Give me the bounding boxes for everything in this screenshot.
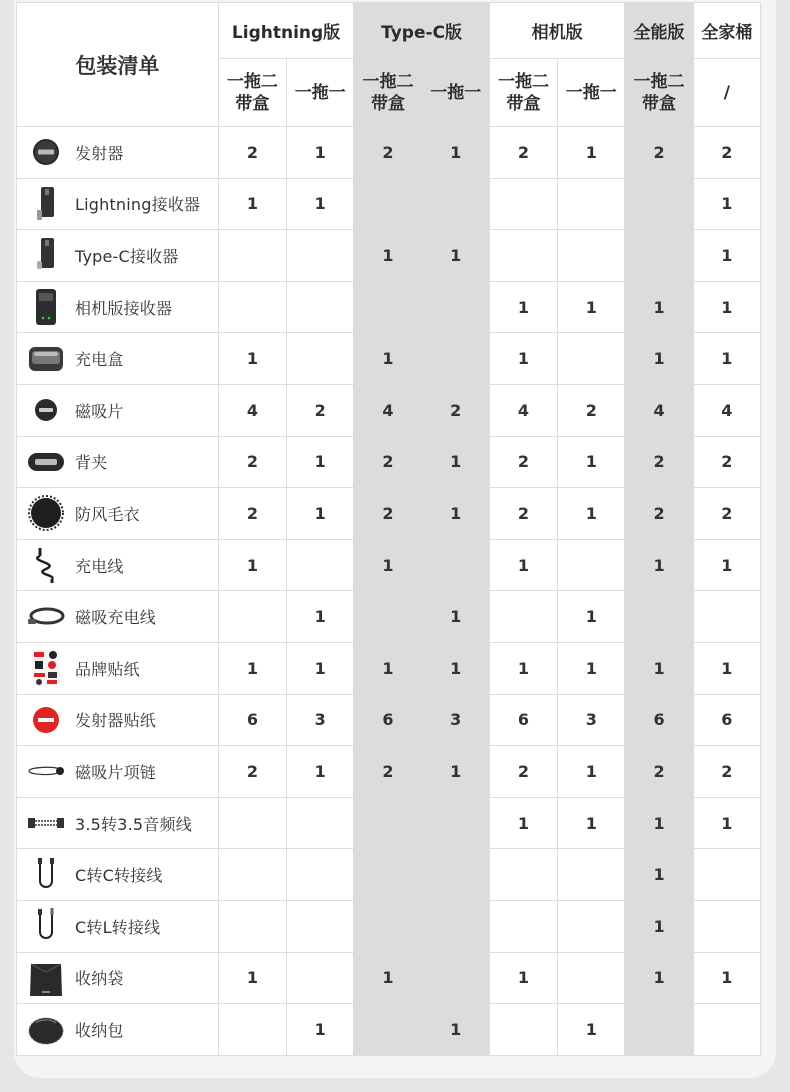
item-wrap — [17, 490, 218, 536]
charging-cable-icon — [17, 542, 75, 588]
quantity-cell: 1 — [625, 642, 693, 694]
quantity-cell: 1 — [354, 333, 422, 385]
quantity-cell: 1 — [693, 797, 760, 849]
quantity-cell: 1 — [422, 488, 489, 540]
storage-bag-icon — [17, 955, 75, 1001]
c-to-c-cable-icon — [17, 852, 75, 898]
quantity-cell: 1 — [354, 230, 422, 282]
quantity-cell — [558, 539, 625, 591]
quantity-cell — [422, 952, 489, 1004]
lightning-receiver-icon — [17, 181, 75, 227]
quantity-cell — [489, 178, 557, 230]
sub-header — [354, 59, 422, 127]
quantity-cell — [693, 849, 760, 901]
sub-header-line1: 一拖一 — [565, 82, 617, 103]
quantity-cell — [625, 230, 693, 282]
item-wrap — [17, 336, 218, 382]
quantity-cell: 1 — [218, 333, 286, 385]
quantity-cell: 2 — [558, 384, 625, 436]
item-name: 磁吸充电线 — [75, 608, 157, 628]
table-row — [17, 1004, 761, 1056]
quantity-cell: 4 — [693, 384, 760, 436]
quantity-cell — [489, 591, 557, 643]
item-name: 充电线 — [75, 556, 124, 576]
magnet-plate-icon — [17, 387, 75, 433]
quantity-cell — [218, 797, 286, 849]
sub-header-line1: 一拖二 — [362, 71, 414, 92]
quantity-cell — [693, 900, 760, 952]
transmitter-icon — [17, 129, 75, 175]
table-row — [17, 436, 761, 488]
item-wrap — [17, 748, 218, 794]
camera-receiver-icon — [17, 284, 75, 330]
item-name: 发射器贴纸 — [75, 711, 157, 731]
group-header: 全家桶 — [693, 3, 760, 59]
item-name: C转L转接线 — [75, 917, 161, 937]
quantity-cell: 2 — [354, 127, 422, 179]
quantity-cell: 2 — [218, 127, 286, 179]
quantity-cell: 2 — [354, 488, 422, 540]
packing-list-table — [16, 2, 761, 1056]
windscreen-icon — [17, 490, 75, 536]
item-cell — [17, 178, 219, 230]
quantity-cell: 1 — [422, 1004, 489, 1056]
item-cell — [17, 797, 219, 849]
quantity-cell: 2 — [218, 488, 286, 540]
item-wrap — [17, 181, 218, 227]
quantity-cell: 3 — [422, 694, 489, 746]
quantity-cell: 4 — [354, 384, 422, 436]
sub-header-line1: / — [723, 82, 730, 103]
quantity-cell: 1 — [287, 591, 354, 643]
item-cell — [17, 333, 219, 385]
sub-header-line1: 一拖二 — [226, 71, 278, 92]
table-row — [17, 178, 761, 230]
quantity-cell — [558, 900, 625, 952]
necklace-icon — [17, 748, 75, 794]
sub-header-line1: 一拖二 — [633, 71, 685, 92]
quantity-cell — [287, 849, 354, 901]
quantity-cell: 6 — [625, 694, 693, 746]
quantity-cell — [625, 178, 693, 230]
sub-header — [287, 59, 354, 127]
quantity-cell: 1 — [625, 539, 693, 591]
quantity-cell — [287, 900, 354, 952]
quantity-cell: 1 — [693, 333, 760, 385]
quantity-cell: 1 — [693, 230, 760, 282]
audio-cable-icon — [17, 800, 75, 846]
quantity-cell: 1 — [287, 488, 354, 540]
quantity-cell: 1 — [693, 642, 760, 694]
quantity-cell — [287, 333, 354, 385]
quantity-cell: 1 — [625, 900, 693, 952]
item-wrap — [17, 439, 218, 485]
transmitter-sticker-icon — [17, 697, 75, 743]
sub-header-line1: 一拖二 — [498, 71, 549, 92]
item-cell — [17, 230, 219, 282]
quantity-cell: 4 — [489, 384, 557, 436]
item-cell — [17, 952, 219, 1004]
item-wrap — [17, 800, 218, 846]
quantity-cell: 6 — [354, 694, 422, 746]
quantity-cell: 2 — [354, 436, 422, 488]
quantity-cell — [218, 591, 286, 643]
quantity-cell — [218, 900, 286, 952]
charging-case-icon — [17, 336, 75, 382]
table-title: 包装清单 — [17, 3, 219, 127]
table-row — [17, 952, 761, 1004]
sub-header — [422, 59, 489, 127]
item-name: 收纳包 — [75, 1020, 124, 1040]
item-name: 发射器 — [75, 143, 124, 163]
quantity-cell — [558, 178, 625, 230]
quantity-cell: 1 — [558, 436, 625, 488]
item-cell — [17, 488, 219, 540]
item-name: 收纳袋 — [75, 969, 124, 989]
item-wrap — [17, 697, 218, 743]
item-cell — [17, 436, 219, 488]
quantity-cell — [287, 952, 354, 1004]
quantity-cell: 1 — [422, 591, 489, 643]
quantity-cell: 2 — [489, 127, 557, 179]
quantity-cell — [354, 900, 422, 952]
table-row — [17, 384, 761, 436]
quantity-cell: 2 — [218, 746, 286, 798]
c-to-l-cable-icon — [17, 903, 75, 949]
item-name: 3.5转3.5音频线 — [75, 814, 192, 834]
quantity-cell: 1 — [287, 436, 354, 488]
quantity-cell — [558, 333, 625, 385]
item-wrap — [17, 129, 218, 175]
item-name: Type-C接收器 — [75, 246, 179, 266]
item-cell — [17, 384, 219, 436]
quantity-cell — [693, 1004, 760, 1056]
group-header: 相机版 — [489, 3, 625, 59]
quantity-cell — [354, 797, 422, 849]
quantity-cell: 1 — [287, 1004, 354, 1056]
quantity-cell: 1 — [218, 539, 286, 591]
quantity-cell — [218, 1004, 286, 1056]
sub-header-line2: 带盒 — [642, 93, 677, 114]
quantity-cell: 1 — [558, 488, 625, 540]
sub-header-line1: 一拖一 — [430, 82, 482, 103]
quantity-cell — [422, 900, 489, 952]
quantity-cell — [218, 281, 286, 333]
quantity-cell: 1 — [489, 333, 557, 385]
quantity-cell: 1 — [218, 178, 286, 230]
group-header: 全能版 — [625, 3, 693, 59]
quantity-cell: 1 — [422, 746, 489, 798]
quantity-cell: 6 — [693, 694, 760, 746]
quantity-cell — [489, 230, 557, 282]
quantity-cell: 1 — [558, 281, 625, 333]
table-row — [17, 488, 761, 540]
quantity-cell — [489, 900, 557, 952]
quantity-cell: 1 — [558, 591, 625, 643]
quantity-cell — [287, 539, 354, 591]
quantity-cell: 1 — [218, 642, 286, 694]
item-cell — [17, 900, 219, 952]
item-wrap — [17, 387, 218, 433]
item-cell — [17, 694, 219, 746]
quantity-cell: 1 — [693, 178, 760, 230]
item-name: Lightning接收器 — [75, 195, 201, 215]
sub-header-line2: 带盒 — [370, 93, 405, 114]
quantity-cell: 1 — [558, 127, 625, 179]
item-cell — [17, 281, 219, 333]
sub-header-line1: 一拖一 — [294, 82, 346, 103]
quantity-cell — [422, 539, 489, 591]
quantity-cell: 1 — [489, 281, 557, 333]
quantity-cell: 2 — [489, 746, 557, 798]
sub-header-line2: 带盒 — [235, 93, 270, 114]
quantity-cell: 2 — [693, 488, 760, 540]
item-cell — [17, 746, 219, 798]
quantity-cell: 1 — [558, 1004, 625, 1056]
table-row — [17, 333, 761, 385]
quantity-cell — [489, 849, 557, 901]
quantity-cell: 2 — [489, 436, 557, 488]
quantity-cell — [422, 849, 489, 901]
quantity-cell: 1 — [625, 333, 693, 385]
quantity-cell: 1 — [489, 797, 557, 849]
brand-sticker-icon — [17, 645, 75, 691]
quantity-cell — [625, 1004, 693, 1056]
quantity-cell: 2 — [693, 746, 760, 798]
quantity-cell: 1 — [558, 746, 625, 798]
quantity-cell: 1 — [287, 178, 354, 230]
item-wrap — [17, 542, 218, 588]
quantity-cell: 1 — [489, 642, 557, 694]
quantity-cell: 1 — [354, 642, 422, 694]
quantity-cell — [693, 591, 760, 643]
quantity-cell — [489, 1004, 557, 1056]
group-header: Type-C版 — [354, 3, 490, 59]
sub-header — [558, 59, 625, 127]
item-name: 磁吸片项链 — [75, 762, 157, 782]
item-name: 充电盒 — [75, 350, 124, 370]
quantity-cell: 1 — [422, 230, 489, 282]
table-row — [17, 281, 761, 333]
quantity-cell — [354, 591, 422, 643]
item-wrap — [17, 284, 218, 330]
quantity-cell — [422, 333, 489, 385]
quantity-cell — [287, 797, 354, 849]
quantity-cell: 1 — [354, 952, 422, 1004]
item-cell — [17, 1004, 219, 1056]
quantity-cell — [422, 797, 489, 849]
quantity-cell: 1 — [558, 642, 625, 694]
table-row — [17, 642, 761, 694]
item-cell — [17, 591, 219, 643]
quantity-cell — [354, 178, 422, 230]
item-wrap — [17, 852, 218, 898]
quantity-cell: 2 — [422, 384, 489, 436]
sub-header — [693, 59, 760, 127]
quantity-cell — [287, 281, 354, 333]
item-wrap — [17, 645, 218, 691]
quantity-cell: 6 — [489, 694, 557, 746]
item-name: 磁吸片 — [75, 401, 124, 421]
quantity-cell: 2 — [693, 436, 760, 488]
item-wrap — [17, 594, 218, 640]
item-name: 防风毛衣 — [75, 504, 140, 524]
item-wrap — [17, 955, 218, 1001]
quantity-cell: 1 — [558, 797, 625, 849]
quantity-cell: 1 — [287, 746, 354, 798]
table-row — [17, 127, 761, 179]
quantity-cell: 4 — [218, 384, 286, 436]
back-clip-icon — [17, 439, 75, 485]
item-cell — [17, 127, 219, 179]
quantity-cell: 1 — [625, 797, 693, 849]
quantity-cell — [558, 952, 625, 1004]
quantity-cell: 1 — [625, 849, 693, 901]
quantity-cell: 2 — [218, 436, 286, 488]
quantity-cell: 1 — [287, 127, 354, 179]
table-row — [17, 591, 761, 643]
item-wrap — [17, 903, 218, 949]
quantity-cell: 4 — [625, 384, 693, 436]
quantity-cell: 1 — [693, 952, 760, 1004]
quantity-cell: 1 — [287, 642, 354, 694]
quantity-cell: 1 — [693, 539, 760, 591]
sub-header — [625, 59, 693, 127]
quantity-cell — [287, 230, 354, 282]
quantity-cell: 2 — [693, 127, 760, 179]
quantity-cell — [354, 1004, 422, 1056]
group-header: Lightning版 — [218, 3, 354, 59]
quantity-cell: 1 — [489, 952, 557, 1004]
typec-receiver-icon — [17, 232, 75, 278]
sub-header — [218, 59, 286, 127]
quantity-cell: 2 — [625, 488, 693, 540]
quantity-cell: 1 — [625, 952, 693, 1004]
quantity-cell — [625, 591, 693, 643]
table-row — [17, 230, 761, 282]
quantity-cell: 2 — [287, 384, 354, 436]
sub-header-line2: 带盒 — [506, 93, 541, 114]
item-cell — [17, 539, 219, 591]
quantity-cell — [558, 230, 625, 282]
quantity-cell: 2 — [354, 746, 422, 798]
quantity-cell: 2 — [625, 436, 693, 488]
quantity-cell — [422, 178, 489, 230]
quantity-cell — [558, 849, 625, 901]
quantity-cell: 1 — [625, 281, 693, 333]
item-cell — [17, 642, 219, 694]
storage-case-icon — [17, 1006, 75, 1052]
quantity-cell: 1 — [422, 642, 489, 694]
quantity-cell — [354, 849, 422, 901]
quantity-cell: 1 — [218, 952, 286, 1004]
table-row — [17, 797, 761, 849]
table-row — [17, 849, 761, 901]
item-name: 背夹 — [75, 453, 108, 473]
item-name: 品牌贴纸 — [75, 659, 140, 679]
item-wrap — [17, 232, 218, 278]
quantity-cell: 1 — [489, 539, 557, 591]
quantity-cell: 3 — [287, 694, 354, 746]
item-wrap — [17, 1006, 218, 1052]
quantity-cell — [422, 281, 489, 333]
item-name: C转C转接线 — [75, 866, 163, 886]
quantity-cell: 1 — [354, 539, 422, 591]
quantity-cell: 2 — [625, 746, 693, 798]
sub-header — [489, 59, 557, 127]
quantity-cell: 1 — [422, 127, 489, 179]
quantity-cell: 3 — [558, 694, 625, 746]
magnetic-cable-icon — [17, 594, 75, 640]
item-cell — [17, 849, 219, 901]
quantity-cell: 1 — [422, 436, 489, 488]
quantity-cell — [218, 230, 286, 282]
quantity-cell: 2 — [489, 488, 557, 540]
quantity-cell: 1 — [693, 281, 760, 333]
quantity-cell — [218, 849, 286, 901]
item-name: 相机版接收器 — [75, 298, 173, 318]
quantity-cell: 2 — [625, 127, 693, 179]
table-row — [17, 539, 761, 591]
table-row — [17, 694, 761, 746]
table-row — [17, 900, 761, 952]
quantity-cell — [354, 281, 422, 333]
quantity-cell: 6 — [218, 694, 286, 746]
table-row — [17, 746, 761, 798]
